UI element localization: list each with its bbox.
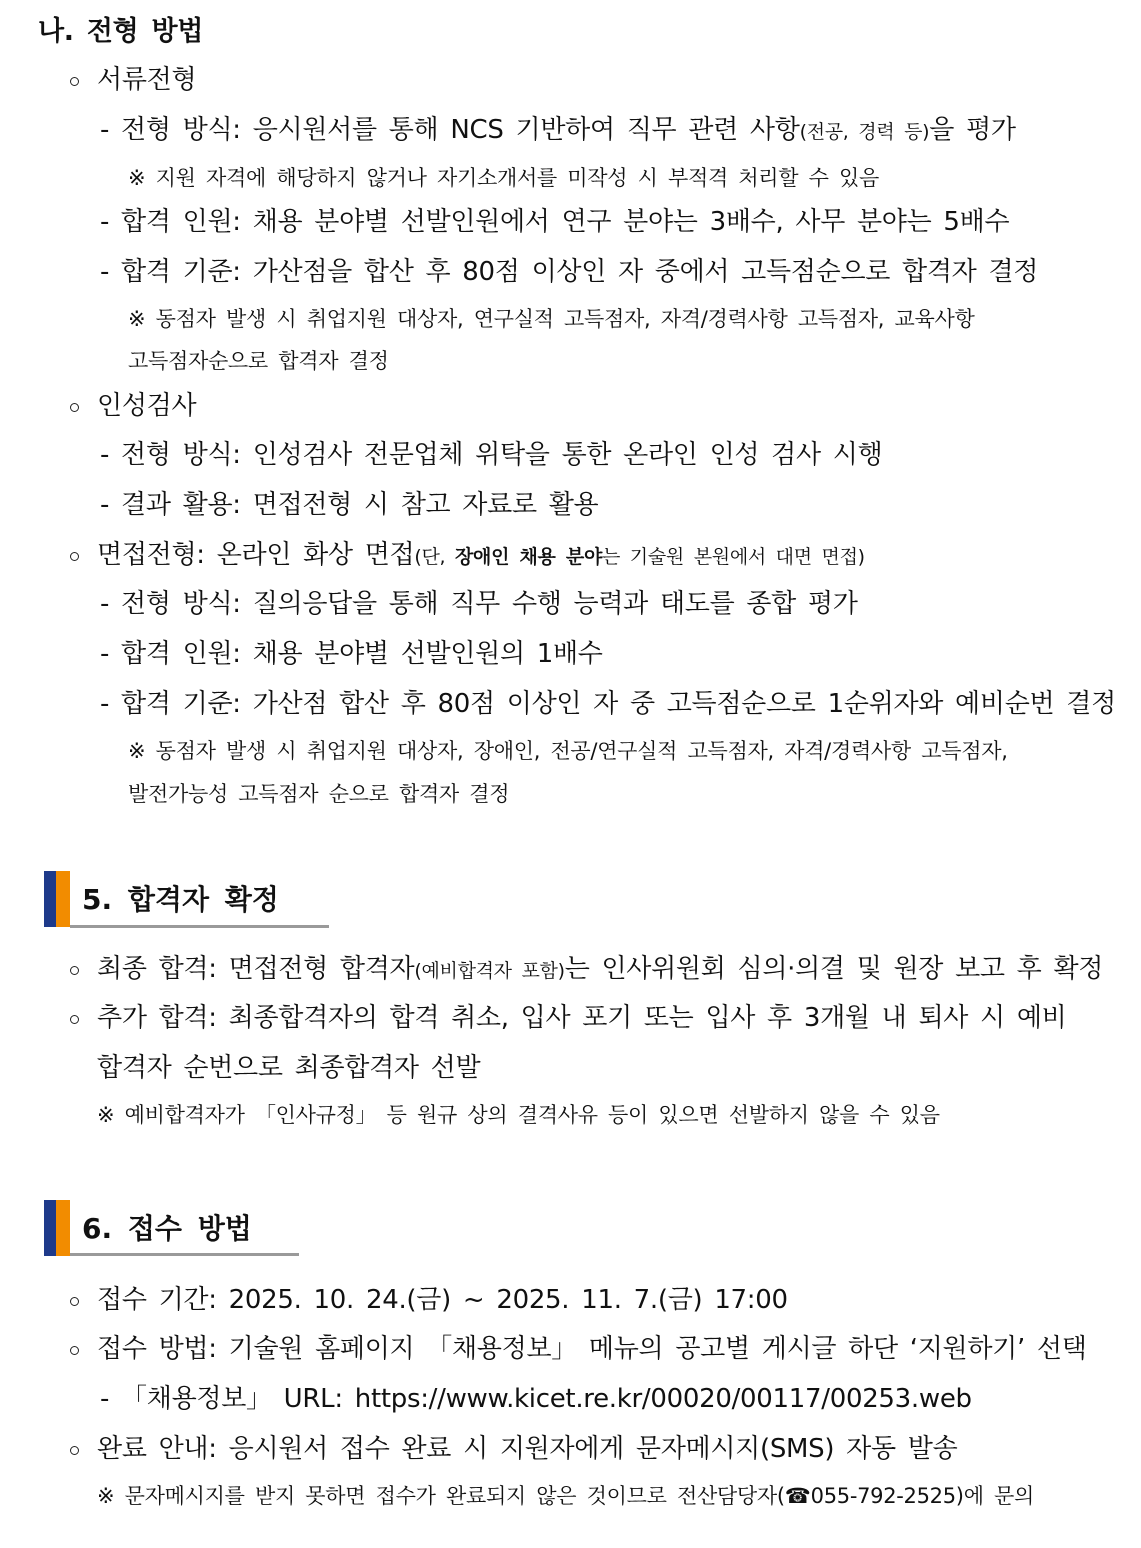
interview-title-text: 면접전형: 온라인 화상 면접	[97, 540, 415, 570]
section-marker-blue	[44, 1200, 56, 1256]
interview-method: - 전형 방식: 질의응답을 통해 직무 수행 능력과 태도를 종합 평가	[100, 589, 858, 619]
application-method: 접수 방법: 기술원 홈페이지 「채용정보」 메뉴의 공고별 게시글 하단 ‘지원하기’ 선택	[97, 1334, 1087, 1364]
bullet-icon	[70, 1297, 79, 1306]
application-url[interactable]: - 「채용정보」 URL: https://www.kicet.re.kr/00020/00117/00253.web	[100, 1384, 972, 1414]
application-period: 접수 기간: 2025. 10. 24.(금) ~ 2025. 11. 7.(금) 17:00	[97, 1285, 788, 1315]
documents-method-note: ※ 지원 자격에 해당하지 않거나 자기소개서를 미작성 시 부적격 처리할 수 있음	[128, 166, 879, 190]
personality-usage: - 결과 활용: 면접전형 시 참고 자료로 활용	[100, 490, 599, 520]
bullet-icon	[70, 1346, 79, 1355]
additional-pass-cont: 합격자 순번으로 최종합격자 선발	[97, 1053, 481, 1083]
final-pass	[97, 953, 1103, 987]
section5-underline	[70, 925, 329, 928]
subsection-title: 나. 전형 방법	[38, 16, 204, 47]
personality-title: 인성검사	[97, 391, 197, 421]
section6-note: ※ 문자메시지를 받지 못하면 접수가 완료되지 않은 것이므로 전산담당자(☎055-792-2525)에 문의	[97, 1484, 1035, 1508]
section6-underline	[70, 1253, 299, 1256]
section-marker-orange	[56, 871, 70, 927]
documents-title: 서류전형	[97, 65, 197, 95]
documents-pass-criteria: - 합격 기준: 가산점을 합산 후 80점 이상인 자 중에서 고득점순으로 합격자 결정	[100, 257, 1039, 287]
additional-pass: 추가 합격: 최종합격자의 합격 취소, 입사 포기 또는 입사 후 3개월 내 퇴사 시 예비	[97, 1003, 1067, 1033]
bullet-icon	[70, 403, 79, 412]
section5-title: 5. 합격자 확정	[82, 883, 279, 916]
interview-paren-bold: 장애인 채용 분야	[455, 546, 603, 568]
bullet-icon	[70, 1446, 79, 1455]
section-marker-orange	[56, 1200, 70, 1256]
interview-paren-rest: 는 기술원 본원에서 대면 면접)	[602, 546, 865, 568]
interview-pass-criteria: - 합격 기준: 가산점 합산 후 80점 이상인 자 중 고득점순으로 1순위자와 예비순번 결정	[100, 689, 1116, 719]
documents-method-tail: 을 평가	[929, 115, 1016, 145]
completion-notice: 완료 안내: 응시원서 접수 완료 시 지원자에게 문자메시지(SMS) 자동 발송	[97, 1434, 958, 1464]
bullet-icon	[70, 966, 79, 975]
bullet-icon	[70, 552, 79, 561]
documents-method	[100, 114, 1016, 148]
section-marker-blue	[44, 871, 56, 927]
interview-criteria-note-cont: 발전가능성 고득점자 순으로 합격자 결정	[128, 782, 510, 806]
personality-method: - 전형 방식: 인성검사 전문업체 위탁을 통한 온라인 인성 검사 시행	[100, 440, 883, 470]
interview-title	[97, 539, 865, 573]
documents-criteria-note-cont: 고득점자순으로 합격자 결정	[128, 349, 389, 373]
final-pass-paren: (예비합격자 포함)	[414, 960, 565, 982]
interview-criteria-note: ※ 동점자 발생 시 취업지원 대상자, 장애인, 전공/연구실적 고득점자, 자격/경력사항 고득점자,	[128, 739, 1008, 763]
documents-method-text: - 전형 방식: 응시원서를 통해 NCS 기반하여 직무 관련 사항	[100, 115, 800, 145]
bullet-icon	[70, 77, 79, 86]
bullet-icon	[70, 1015, 79, 1024]
final-pass-tail: 는 인사위원회 심의·의결 및 원장 보고 후 확정	[564, 954, 1104, 984]
interview-pass-count: - 합격 인원: 채용 분야별 선발인원의 1배수	[100, 639, 603, 669]
documents-method-paren: (전공, 경력 등)	[799, 121, 930, 143]
section6-title: 6. 접수 방법	[82, 1212, 252, 1245]
section5-note: ※ 예비합격자가 「인사규정」 등 원규 상의 결격사유 등이 있으면 선발하지 않을 수 있음	[97, 1103, 940, 1127]
interview-paren-open: (단,	[414, 546, 455, 568]
documents-pass-count: - 합격 인원: 채용 분야별 선발인원에서 연구 분야는 3배수, 사무 분야는 5배수	[100, 207, 1010, 237]
final-pass-text: 최종 합격: 면접전형 합격자	[97, 954, 415, 984]
documents-criteria-note: ※ 동점자 발생 시 취업지원 대상자, 연구실적 고득점자, 자격/경력사항 고득점자, 교육사항	[128, 307, 975, 331]
